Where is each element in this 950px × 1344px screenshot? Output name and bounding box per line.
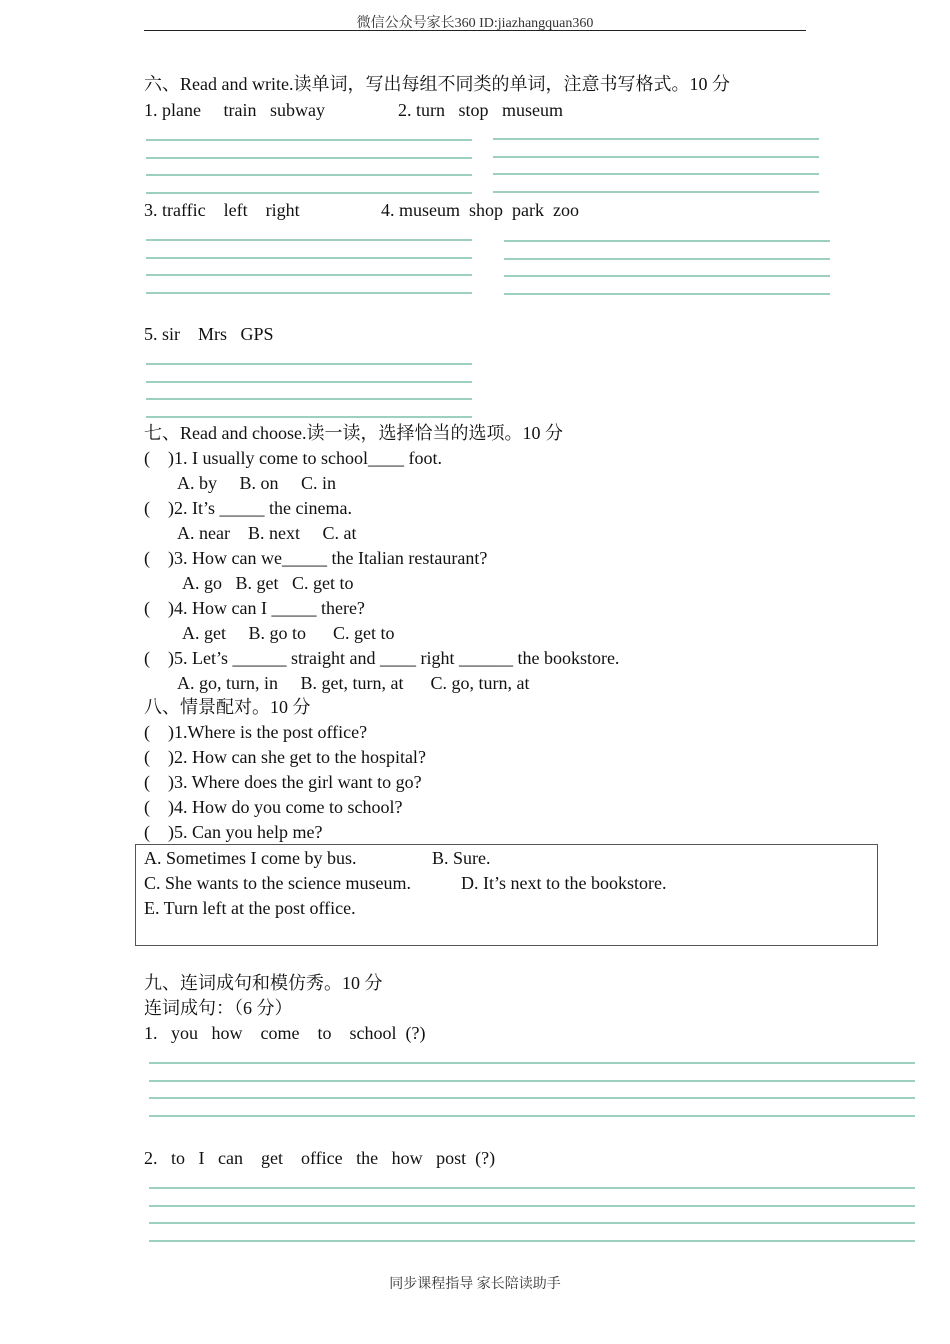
writing-lines-group-4[interactable] <box>504 240 830 310</box>
section-9-title: 九、连词成句和模仿秀。10 分 <box>144 973 383 993</box>
choice-question-4: ( )4. How can I _____ there? <box>144 598 365 618</box>
choice-question-5: ( )5. Let’s ______ straight and ____ right ______ the bookstore. <box>144 648 620 668</box>
match-question-2: ( )2. How can she get to the hospital? <box>144 747 426 767</box>
section-8-title: 八、情景配对。10 分 <box>144 697 311 717</box>
match-question-4: ( )4. How do you come to school? <box>144 797 403 817</box>
choice-options-2: A. near B. next C. at <box>177 523 357 543</box>
sentence-question-2: 2. to I can get office the how post (?) <box>144 1148 496 1168</box>
group-2-words: 2. turn stop museum <box>398 100 563 120</box>
section-6-title: 六、Read and write.读单词，写出每组不同类的单词，注意书写格式。10 分 <box>144 74 730 94</box>
choice-question-3: ( )3. How can we_____ the Italian restaurant? <box>144 548 488 568</box>
writing-lines-group-3[interactable] <box>146 239 472 309</box>
section-7-title: 七、Read and choose.读一读，选择恰当的选项。10 分 <box>144 423 563 443</box>
header-divider <box>144 30 806 31</box>
match-question-5: ( )5. Can you help me? <box>144 822 323 842</box>
choice-options-4: A. get B. go to C. get to <box>182 623 395 643</box>
page-header: 微信公众号家长360 ID:jiazhangquan360 <box>356 16 594 31</box>
group-4-words: 4. museum shop park zoo <box>381 200 579 220</box>
section-9-subtitle: 连词成句：（6 分） <box>144 998 293 1018</box>
answer-option-b: B. Sure. <box>432 848 491 868</box>
group-1-words: 1. plane train subway <box>144 100 325 120</box>
answer-option-d: D. It’s next to the bookstore. <box>461 873 667 893</box>
writing-lines-group-2[interactable] <box>493 138 819 208</box>
page-footer: 同步课程指导 家长陪读助手 <box>389 1277 561 1292</box>
choice-options-5: A. go, turn, in B. get, turn, at C. go, turn, at <box>177 673 530 693</box>
writing-lines-sentence-1[interactable] <box>149 1062 915 1132</box>
match-question-3: ( )3. Where does the girl want to go? <box>144 772 422 792</box>
group-5-words: 5. sir Mrs GPS <box>144 324 274 344</box>
answer-option-a: A. Sometimes I come by bus. <box>144 848 357 868</box>
choice-question-2: ( )2. It’s _____ the cinema. <box>144 498 352 518</box>
sentence-question-1: 1. you how come to school (?) <box>144 1023 426 1043</box>
choice-options-1: A. by B. on C. in <box>177 473 337 493</box>
answer-option-e: E. Turn left at the post office. <box>144 898 356 918</box>
answer-option-c: C. She wants to the science museum. <box>144 873 411 893</box>
choice-question-1: ( )1. I usually come to school____ foot. <box>144 448 442 468</box>
match-question-1: ( )1.Where is the post office? <box>144 722 368 742</box>
group-3-words: 3. traffic left right <box>144 200 300 220</box>
writing-lines-sentence-2[interactable] <box>149 1187 915 1257</box>
choice-options-3: A. go B. get C. get to <box>182 573 354 593</box>
